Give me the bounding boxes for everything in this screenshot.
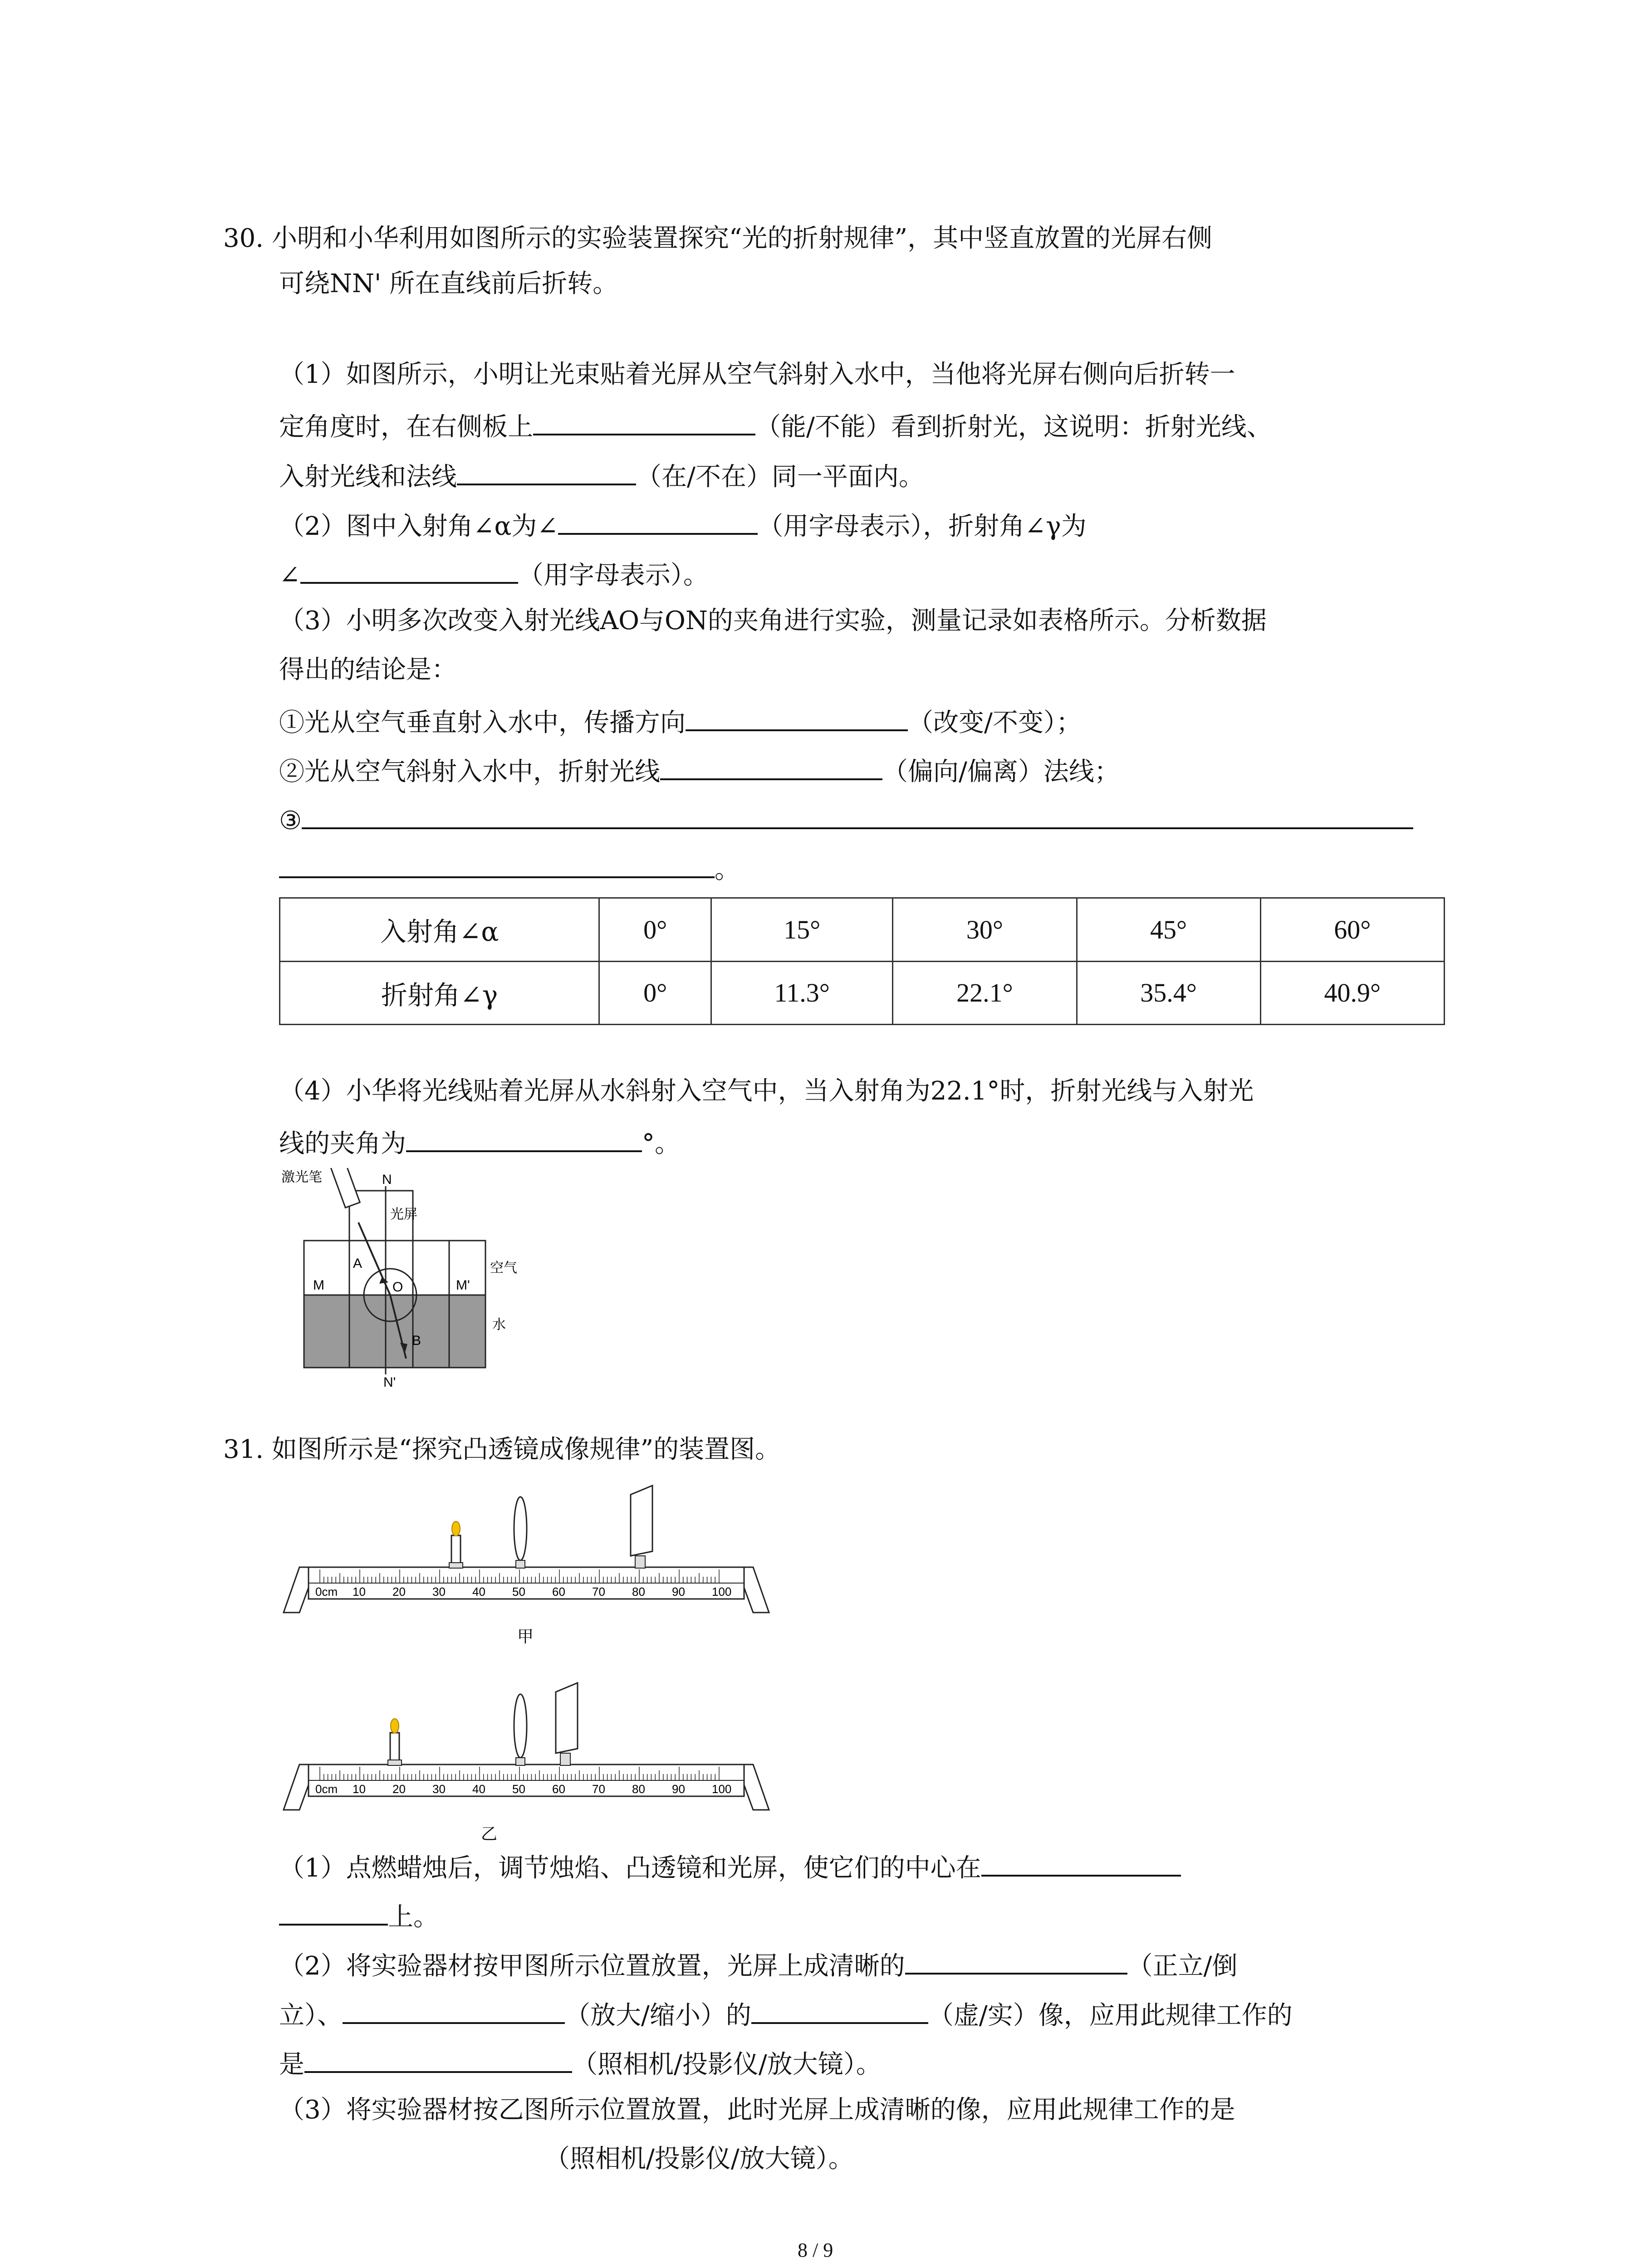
ruler-tick-label: 0cm [315, 1782, 338, 1796]
text: （偏向/偏离）法线； [882, 757, 1120, 787]
text: 线的夹角为 [279, 1129, 406, 1158]
fig-label-water: 水 [492, 1317, 506, 1332]
text: °。 [642, 1129, 680, 1158]
q31-p3-line2: （照相机/投影仪/放大镜）。 [544, 2144, 854, 2174]
refraction-figure [281, 1168, 535, 1390]
text: （在/不在）同一平面内。 [636, 462, 924, 492]
text: （能/不能）看到折射光，这说明：折射光线、 [755, 412, 1272, 442]
ruler-tick-label: 90 [672, 1782, 685, 1796]
q31-p1-line2 [279, 1897, 439, 1934]
angle-table [279, 897, 1445, 1025]
answer-blank[interactable] [981, 1848, 1181, 1877]
text: （虚/实）像，应用此规律工作的 [928, 2001, 1293, 2030]
fig-label-m: M [313, 1278, 324, 1293]
q31-p3-line1: （3）将实验器材按乙图所示位置放置，此时光屏上成清晰的像，应用此规律工作的是 [279, 2095, 1235, 2125]
text: ∠ [279, 561, 300, 590]
ruler-tick-label: 10 [353, 1782, 366, 1796]
ruler-tick-label: 10 [353, 1585, 366, 1598]
q30-p1-line3 [279, 457, 924, 494]
ruler-tick-label: 90 [672, 1585, 685, 1598]
q31-p2-line2 [279, 1996, 1293, 2032]
fig-label-jia: 甲 [517, 1627, 534, 1646]
table-row [280, 961, 1445, 1025]
table-cell: 11.3° [711, 961, 893, 1025]
answer-blank[interactable] [686, 703, 908, 731]
fig-label-n-top: N [382, 1172, 392, 1187]
table-cell: 22.1° [893, 961, 1077, 1025]
table-cell: 0° [599, 898, 711, 962]
q30-p2-line1 [279, 507, 1087, 543]
table-cell: 60° [1260, 898, 1444, 962]
ruler-tick-label: 0cm [315, 1585, 338, 1598]
text: 入射光线和法线 [279, 462, 457, 492]
q30-p1-line2 [279, 407, 1272, 444]
text: （放大/缩小）的 [565, 2001, 751, 2030]
q30-p4-line1: （4）小华将光线贴着光屏从水斜射入空气中，当入射角为22.1°时，折射光线与入射光 [279, 1076, 1254, 1106]
ruler-tick-label: 80 [632, 1782, 645, 1796]
ruler-tick-label: 50 [512, 1585, 525, 1598]
text: （用字母表示），折射角∠γ为 [758, 512, 1087, 541]
flame-icon [452, 1521, 460, 1536]
q30-conclusion-3-cont [279, 850, 740, 886]
text: 。 [715, 855, 740, 885]
q30-conclusion-2 [279, 752, 1120, 788]
ruler-tick-label: 100 [712, 1585, 732, 1598]
fig-label-n-bottom: N' [383, 1375, 396, 1390]
fig-label-o: O [392, 1280, 403, 1295]
table-cell: 入射角∠α [280, 898, 599, 962]
text: （正立/倒 [1127, 1951, 1238, 1981]
ruler-tick-label: 20 [392, 1585, 406, 1598]
text: ②光从空气斜射入水中，折射光线 [279, 757, 660, 787]
ruler-tick-label: 50 [512, 1782, 525, 1796]
text: 立）、 [279, 2001, 343, 2030]
light-screen-icon [556, 1683, 578, 1753]
q30-line2: 可绕NN' 所在直线前后折转。 [279, 269, 618, 298]
answer-blank[interactable] [660, 752, 882, 780]
light-screen-icon [631, 1486, 652, 1556]
q30-conclusion-3 [279, 801, 1413, 837]
table-cell: 45° [1077, 898, 1260, 962]
ruler-tick-label: 60 [552, 1585, 565, 1598]
ruler-tick-label: 20 [392, 1782, 406, 1796]
answer-blank[interactable] [279, 1897, 388, 1926]
text: （照相机/投影仪/放大镜）。 [572, 2050, 882, 2079]
text: ③ [279, 806, 302, 836]
fig-label-yi: 乙 [481, 1824, 498, 1843]
q31-p2-line3 [279, 2045, 882, 2081]
answer-blank[interactable] [751, 1996, 928, 2024]
q31-p1-line1 [279, 1848, 1181, 1885]
q31-line1: 31. 如图所示是“探究凸透镜成像规律”的装置图。 [223, 1435, 781, 1464]
text: 上。 [388, 1902, 439, 1932]
fig-label-laser: 激光笔 [281, 1170, 322, 1185]
table-cell: 折射角∠γ [280, 961, 599, 1025]
table-cell: 40.9° [1260, 961, 1444, 1025]
table-cell: 0° [599, 961, 711, 1025]
text: ①光从空气垂直射入水中，传播方向 [279, 708, 686, 738]
ruler-tick-label: 60 [552, 1782, 565, 1796]
fig-label-m-prime: M' [456, 1278, 470, 1293]
laser-pen-icon [331, 1168, 360, 1207]
answer-blank[interactable] [343, 1996, 565, 2024]
ruler-tick-label: 30 [432, 1585, 446, 1598]
ruler-tick-label: 70 [592, 1585, 605, 1598]
convex-lens-icon [514, 1497, 527, 1560]
fig-label-screen: 光屏 [390, 1207, 417, 1222]
answer-blank[interactable] [558, 507, 758, 535]
ruler-tick-label: 80 [632, 1585, 645, 1598]
table-cell: 15° [711, 898, 893, 962]
optical-bench-jia [281, 1474, 780, 1656]
table-row [280, 898, 1445, 962]
ruler-tick-label: 40 [472, 1782, 485, 1796]
fig-label-air: 空气 [490, 1261, 517, 1276]
ruler-tick-label: 100 [712, 1782, 732, 1796]
ruler-tick-label: 30 [432, 1782, 446, 1796]
water-region [304, 1295, 485, 1368]
table-cell: 35.4° [1077, 961, 1260, 1025]
text: （用字母表示）。 [518, 561, 709, 590]
answer-blank[interactable] [302, 801, 1413, 829]
q30-p2-line2 [279, 556, 709, 592]
text: （2）将实验器材按甲图所示位置放置，光屏上成清晰的 [279, 1951, 905, 1981]
page-number: 8 / 9 [798, 2239, 833, 2261]
q31-p2-line1 [279, 1946, 1238, 1983]
ruler-tick-label: 70 [592, 1782, 605, 1796]
q30-p3-line1: （3）小明多次改变入射光线AO与ON的夹角进行实验，测量记录如表格所示。分析数据 [279, 606, 1267, 635]
table-cell: 30° [893, 898, 1077, 962]
fig-label-b: B [412, 1333, 421, 1348]
answer-blank[interactable] [533, 407, 755, 435]
q30-p4-line2 [279, 1124, 680, 1160]
q30-p1-line1: （1）如图所示，小明让光束贴着光屏从空气斜射入水中，当他将光屏右侧向后折转一 [279, 360, 1235, 389]
answer-blank[interactable] [300, 556, 518, 584]
text: 定角度时，在右侧板上 [279, 412, 533, 442]
answer-blank[interactable] [406, 1124, 642, 1152]
fig-label-a: A [353, 1256, 362, 1271]
answer-blank[interactable] [457, 457, 636, 485]
text: （改变/不变）； [908, 708, 1082, 738]
convex-lens-icon [514, 1694, 527, 1758]
answer-blank[interactable] [279, 850, 715, 878]
q30-p3-line2: 得出的结论是： [279, 655, 457, 684]
q30-line1: 30. 小明和小华利用如图所示的实验装置探究“光的折射规律”，其中竖直放置的光屏右侧 [223, 224, 1213, 253]
text: （2）图中入射角∠α为∠ [279, 512, 558, 541]
answer-blank[interactable] [905, 1946, 1127, 1975]
text: 是 [279, 2050, 304, 2079]
answer-blank[interactable] [304, 2045, 572, 2073]
optical-bench-yi [281, 1672, 780, 1853]
text: （1）点燃蜡烛后，调节烛焰、凸透镜和光屏，使它们的中心在 [279, 1853, 981, 1883]
flame-icon [391, 1719, 399, 1733]
q30-conclusion-1 [279, 703, 1082, 739]
ruler-tick-label: 40 [472, 1585, 485, 1598]
